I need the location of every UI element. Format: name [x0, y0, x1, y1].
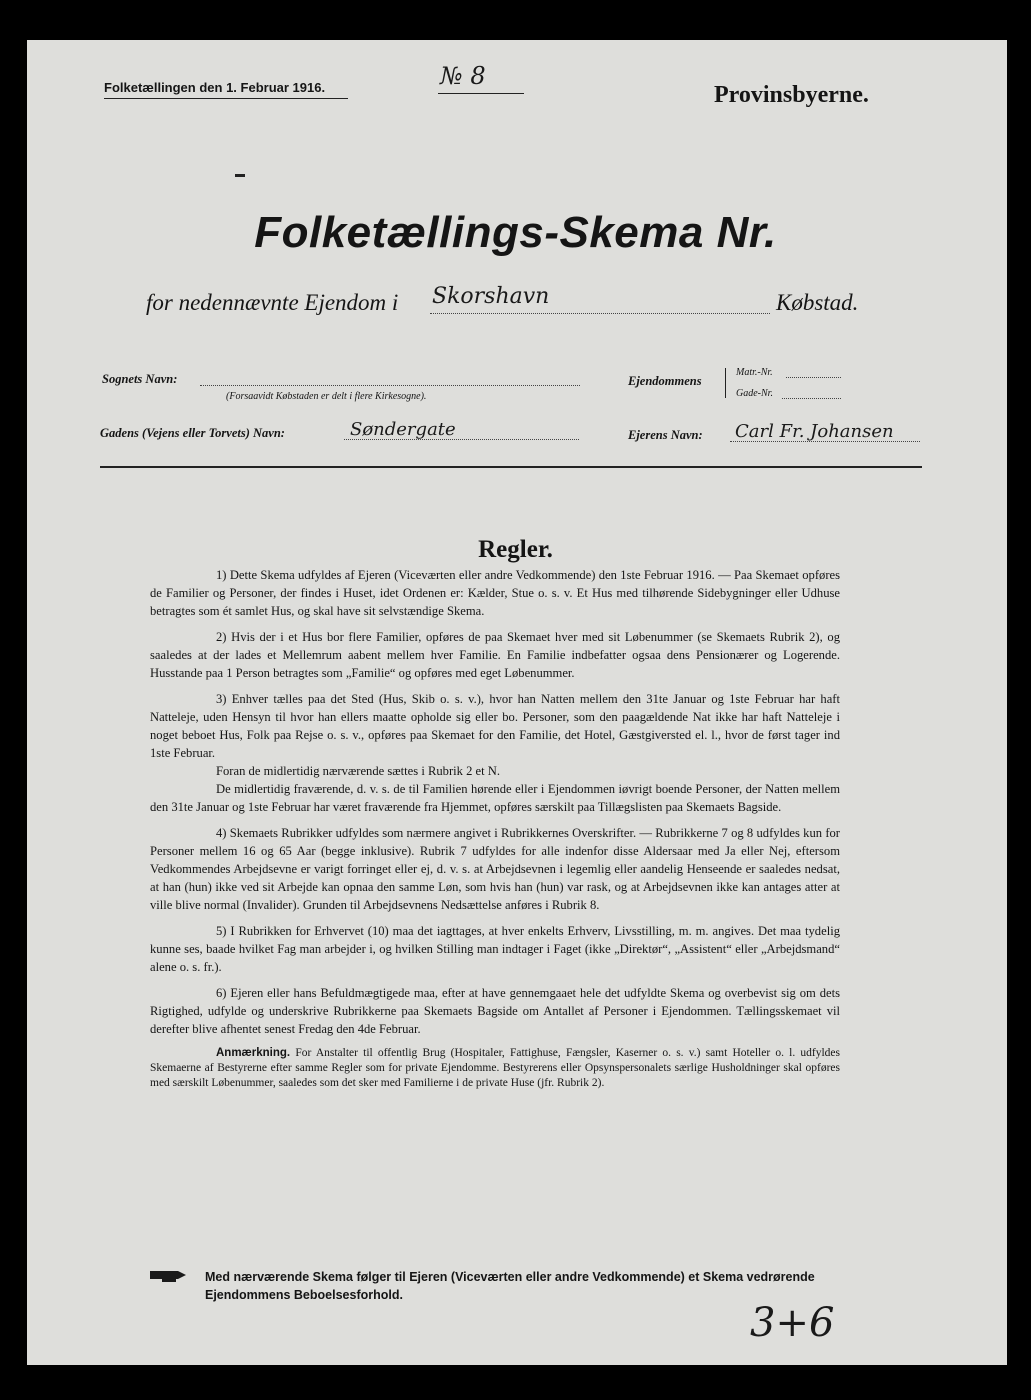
sogn-note: (Forsaavidt Købstaden er delt i flere Kirkesogne).	[226, 391, 427, 402]
town-suffix: Købstad.	[776, 290, 859, 315]
page-mark: 3+6	[750, 1300, 835, 1346]
street-label: Gadens (Vejens eller Torvets) Navn:	[100, 426, 285, 440]
owner-label: Ejerens Navn:	[628, 428, 703, 442]
form-title: Folketællings-Skema Nr.	[254, 208, 777, 257]
street-handwritten: Søndergate	[350, 419, 456, 440]
rules-body	[150, 566, 840, 1099]
pointing-hand-icon	[148, 1268, 194, 1284]
form-subtitle: for nedennævnte Ejendom i	[146, 290, 399, 315]
section-divider	[100, 466, 922, 468]
property-label: Ejendommens	[628, 374, 702, 388]
rules-heading: Regler.	[478, 536, 553, 563]
form-number-underline	[438, 93, 524, 94]
rule-6: 6) Ejeren eller hans Befuldmægtigede maa, efter at have gennemgaaet hele det udfyldte Skema og overbevist sig om dets Rigtighed, udfylde og underskrive Rubrikkerne paa Skemaets Bagside om Antallet af Personer i Ejendommen. Tællingsskemaet vil derefter blive afhentet senest Fredag den 4de Februar.	[150, 986, 840, 1036]
town-handwritten: Skorshavn	[432, 284, 550, 309]
note-text: For Anstalter til offentlig Brug (Hospitaler, Fattighuse, Fængsler, Kaserner o. s. v.) samt Hoteller o. l. udfyldes Skemaerne af Bestyrerne efter samme Regler som for private Ejendomme. Bestyrerens eller Opsynspersonalets særlige Husholdninger skal opføres med særskilt Løbenummer, saaledes som det sker med Familierne i de private Huse (jfr. Rubrik 2).	[150, 1047, 840, 1089]
rule-5: 5) I Rubrikken for Erhvervet (10) maa det iagttages, at hver enkelts Erhverv, Livsstilling, m. m. angives. Det maa tydelig kunne ses, baade hvilket Fag man arbejder i, og hvilken Stilling man indtager i Faget (ikke „Direktør“, „Assistent“ eller „Arbejdsmand“ alene o. s. fr.).	[150, 924, 840, 974]
form-number: № 8	[440, 62, 486, 90]
rule-3-temporary-present: Foran de midlertidig nærværende sættes i Rubrik 2 et N.	[216, 764, 501, 778]
property-brace	[725, 368, 726, 398]
rule-3: 3) Enhver tælles paa det Sted (Hus, Skib o. s. v.), hvor han Natten mellem den 31te Januar og 1ste Februar har haft Natteleje, uden Hensyn til hvor han ellers maatte opholde sig eller bo. Personer, som den paagældende Nat ikke har haft Natteleje i noget beboet Hus, Folk paa Rejse o. s. v., opføres paa Skemaet for den Familie, det Hotel, Gæstgiversted el. l., hvor de først tager ind 1ste Februar.	[150, 692, 840, 760]
owner-handwritten: Carl Fr. Johansen	[735, 421, 894, 442]
rule-3-temporary-absent: De midlertidig fraværende, d. v. s. de til Familien hørende eller i Ejendommen iøvrigt boende Personer, der Natten mellem den 31te Januar og 1ste Februar har været fraværende fra Hjemmet, opføres særskilt paa Tillægslisten paa Skemaets Bagside.	[150, 782, 840, 814]
gade-field-line	[782, 398, 841, 399]
census-title: Folketællingen den 1. Februar 1916.	[104, 80, 326, 95]
town-field-line	[430, 313, 770, 314]
sogn-field-line	[200, 385, 580, 386]
rules-note	[150, 1046, 840, 1091]
note-label: Anmærkning.	[216, 1047, 291, 1059]
sogn-label: Sognets Navn:	[102, 372, 178, 386]
census-title-underline	[104, 98, 348, 99]
gade-label: Gade-Nr.	[736, 388, 773, 399]
region-label: Provinsbyerne.	[714, 82, 869, 108]
matr-field-line	[786, 377, 841, 378]
matr-label: Matr.-Nr.	[736, 367, 773, 378]
rule-2: 2) Hvis der i et Hus bor flere Familier, opføres de paa Skemaet hver med sit Løbenummer (se Skemaets Rubrik 2), og saaledes at der lades et Mellemrum aabent mellem hver Familie. En Familie indbefatter ogsaa dens Pensionærer og Logerende. Husstande paa 1 Person betragtes som „Familie“ og opføres med eget Løbenummer.	[150, 630, 840, 680]
rule-4: 4) Skemaets Rubrikker udfyldes som nærmere angivet i Rubrikkernes Overskrifter. — Rubrikkerne 7 og 8 udfyldes kun for Personer mellem 16 og 65 Aar (begge inklusive). Rubrik 7 udfyldes for alle indenfor disse Aldersaar med Ja eller Nej, eftersom Vedkommendes Arbejdsevne er varigt forringet eller ej, d. v. s. at Arbejdsevnen i legemlig eller aandelig Henseende er saaledes nedsat, at han (hun) ikke ved sit Arbejde kan opnaa den samme Løn, som hvis han (hun) var rask, og at Arbejdsevnen ikke kan antages atter at ville blive normal (Invalider). Grunden til Arbejdsevnens Nedsættelse anføres i Rubrik 8.	[150, 826, 840, 912]
dash-mark	[235, 174, 245, 177]
rule-1: 1) Dette Skema udfyldes af Ejeren (Viceværten eller andre Vedkommende) den 1ste Februar 1916. — Paa Skemaet opføres de Familier og Personer, der findes i Huset, idet Ordenen er: Kælder, Stue o. s. v. Et Hus med tilhørende Sidebygninger eller Udhuse betragtes som ét samlet Hus, og skal have sit selvstændige Skema.	[150, 568, 840, 618]
footer-note: Med nærværende Skema følger til Ejeren (Viceværten eller andre Vedkommende) et Skema vedrørende Ejendommens Beboelsesforhold.	[205, 1270, 815, 1302]
